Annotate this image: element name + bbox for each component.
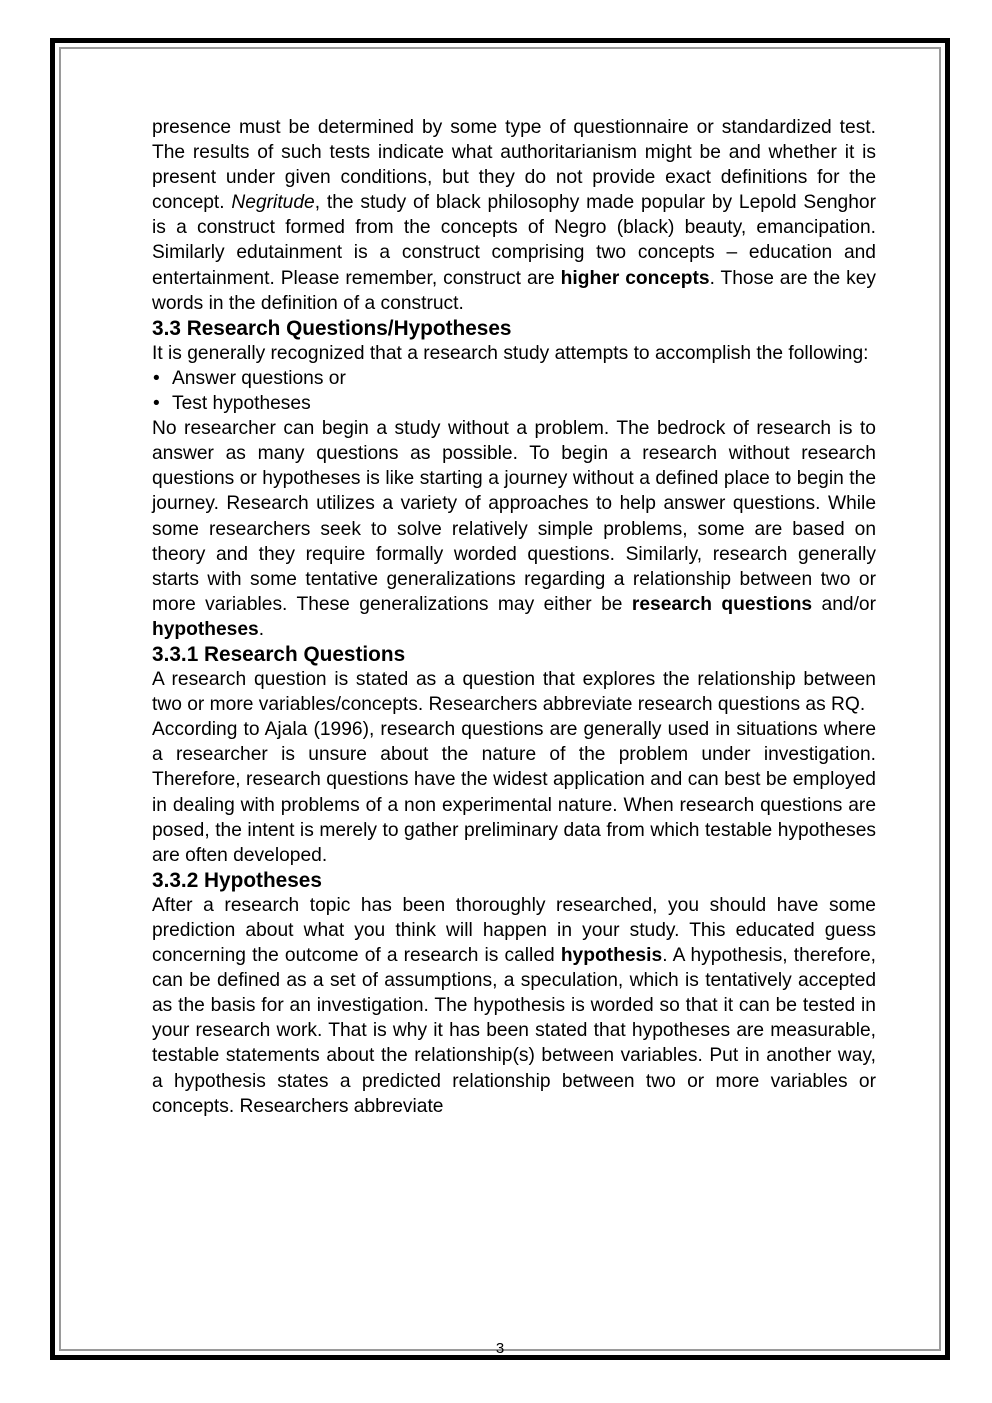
page-border-outer <box>50 38 950 1360</box>
text-run: No researcher can begin a study without a problem. The bedrock of research is to answer as many questions as possible. To begin a research without research questions or hypotheses is like starting a journey without a defined place to begin the journey. Research utilizes a variety of approaches to help answer questions. While some researchers seek to solve relatively simple problems, some are based on theory and they require formally worded questions. Similarly, research generally starts with some tentative generalizations regarding a relationship between two or more variables. These generalizations may either be <box>152 418 876 615</box>
bold-term: research questions <box>631 593 813 615</box>
bold-term: hypotheses <box>152 618 259 640</box>
paragraph-constructs <box>152 115 876 316</box>
list-item <box>152 391 876 416</box>
paragraph-generally-recognized <box>152 341 876 366</box>
text-run: presence must be determined by some type of questionnaire or standardized test. The results of such tests indicate what authoritarianism might be and whether it is present under given conditions, but they do not provide exact definitions for the concept. <box>152 117 876 214</box>
text-run: It is generally recognized that a research study attempts to accomplish the following: <box>152 342 869 364</box>
paragraph-no-researcher <box>152 416 876 642</box>
paragraph-hypotheses-definition <box>152 893 876 1119</box>
paragraph-research-question-definition <box>152 667 876 717</box>
text-run: . A hypothesis, therefore, can be defined as a set of assumptions, a speculation, which is tentatively accepted as the basis for an investigation. The hypothesis is worded so that it can be tested in your research work. That is why it has been stated that hypotheses are measurable, testable statements about the relationship(s) between variables. Put in another way, a hypothesis states a predicted relationship between two or more variables or concepts. Researchers abbreviate <box>152 945 876 1117</box>
list-item-label: Answer questions or <box>172 367 346 389</box>
bold-term: hypothesis <box>560 945 663 967</box>
text-run: and/or <box>812 593 876 615</box>
page-number: 3 <box>495 1340 505 1357</box>
text-run: , the study of black philosophy made popular by Lepold Senghor is a construct formed from the concepts of Negro (black) beauty, emancipation. Similarly edutainment is a construct comprising two concepts – education and entertainment. Please remember, construct are <box>152 192 876 289</box>
heading-3-3-1: 3.3.1 Research Questions <box>152 642 406 666</box>
heading-3-3: 3.3 Research Questions/Hypotheses <box>152 316 512 340</box>
text-run: After a research topic has been thoroughly researched, you should have some prediction about what you think will happen in your study. This educated guess concerning the outcome of a research is called <box>152 894 876 967</box>
paragraph-ajala-1996 <box>152 717 876 868</box>
text-run: According to Ajala (1996), research questions are generally used in situations where a researcher is unsure about the nature of the problem under investigation. Therefore, research questions have the widest application and can best be employed in dealing with problems of a non experimental nature. When research questions are posed, the intent is merely to gather preliminary data from which testable hypotheses are often developed. <box>152 719 876 866</box>
list-research-goals <box>152 366 876 416</box>
italic-term: Negritude <box>231 192 315 214</box>
text-run: A research question is stated as a question that explores the relationship between two or more variables/concepts. Researchers abbreviate research questions as RQ. <box>152 669 876 716</box>
page-content <box>152 115 876 1295</box>
bullet-icon: • <box>153 367 160 389</box>
list-item-label: Test hypotheses <box>172 393 311 415</box>
bold-term: higher concepts <box>560 267 710 289</box>
heading-3-3-2: 3.3.2 Hypotheses <box>152 868 322 892</box>
text-run: . Those are the key words in the definition of a construct. <box>152 267 876 314</box>
list-item <box>152 366 876 391</box>
bullet-icon: • <box>153 393 160 415</box>
document-body <box>152 115 876 1119</box>
text-run: . <box>258 618 265 640</box>
